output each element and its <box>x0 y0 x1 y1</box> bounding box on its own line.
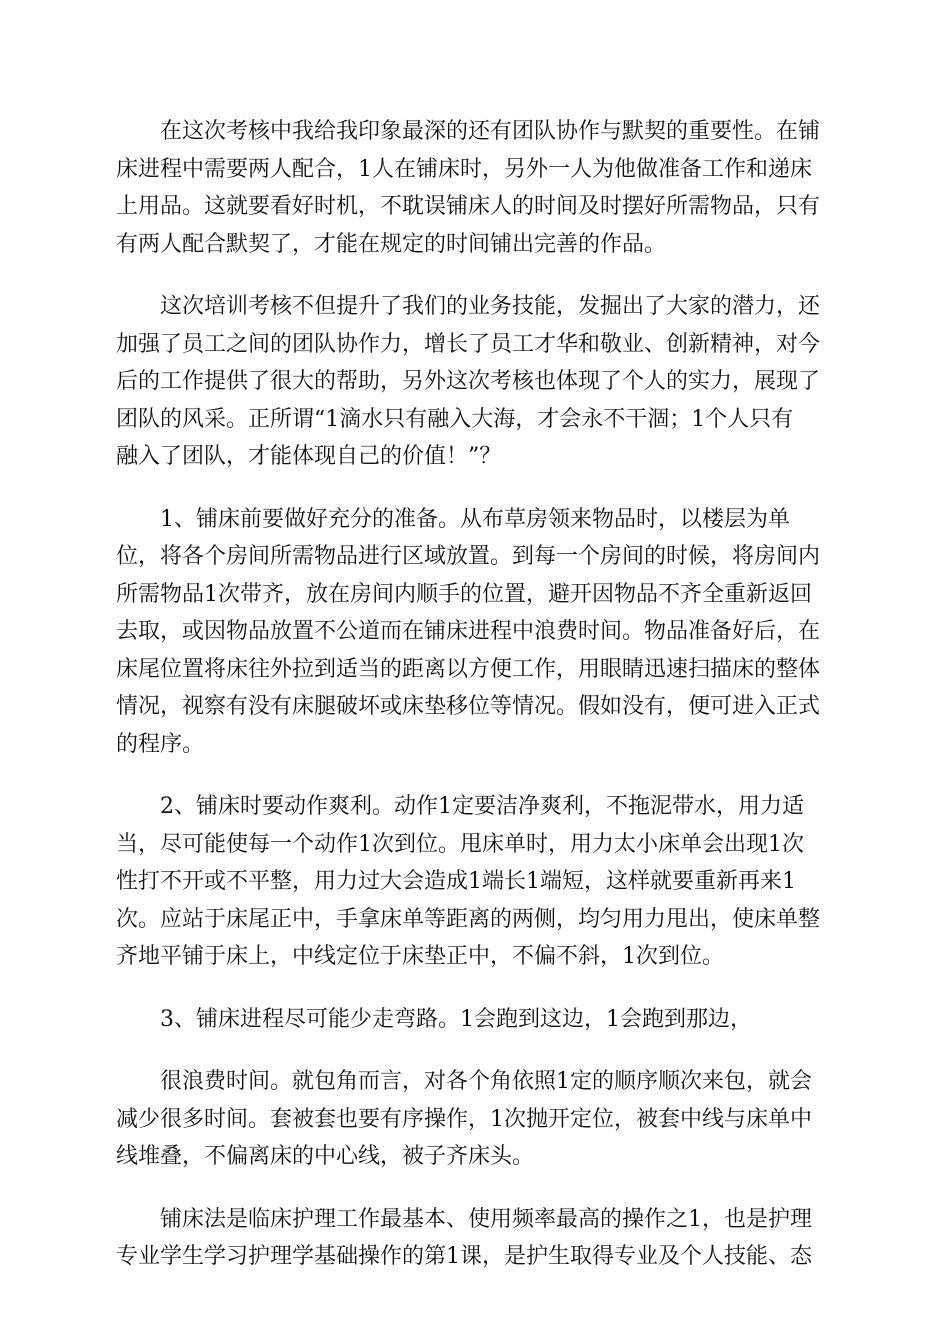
paragraph-point-3-continued: 很浪费时间。就包角而言，对各个角依照1定的顺序顺次来包，就会 减少很多时间。套被套也要有序操作，1次抛开定位，被套中线与床单中 线堆叠，不偏离床的中心线，被子齐床头。 <box>116 1069 812 1169</box>
paragraph-point-3-route: 3、铺床进程尽可能少走弯路。1会跑到这边，1会跑到那边， <box>160 1006 752 1032</box>
paragraph-point-1-preparation: 1、铺床前要做好充分的准备。从布草房领来物品时，以楼层为单 位，将各个房间所需物品进行区域放置。到每一个房间的时候，将房间内 所需物品1次带齐，放在房间内顺手的位置，避开因物品不齐全重新返回 去取，或因物品放置不公道而在铺床进程中浪费时间。物品准备好后，在 床尾位置将床往外拉到适当的距离以方便工作，用眼睛迅速扫描床的整体 情况，视察有没有床腿破坏或床垫移位等情况。假如没有，便可进入正式 的程序。 <box>116 506 821 757</box>
paragraph-bed-making-method: 铺床法是临床护理工作最基本、使用频率最高的操作之1，也是护理 专业学生学习护理学基础操作的第1课，是护生取得专业及个人技能、态 <box>116 1206 812 1269</box>
paragraph-point-2-efficiency: 2、铺床时要动作爽利。动作1定要洁净爽利，不拖泥带水，用力适 当，尽可能使每一个动作1次到位。甩床单时，用力太小床单会出现1次 性打不开或不平整，用力过大会造成1端长1端短，这样就要重新再来1 次。应站于床尾正中，手拿床单等距离的两侧，均匀用力甩出，使床单整 齐地平铺于床上，中线定位于床垫正中，不偏不斜，1次到位。 <box>116 794 821 969</box>
document-body <box>116 113 834 1301</box>
paragraph-training-benefits: 这次培训考核不但提升了我们的业务技能，发掘出了大家的潜力，还 加强了员工之间的团队协作力，增长了员工才华和敬业、创新精神，对今 后的工作提供了很大的帮助，另外这次考核也体现了个人的实力，展现了 团队的风采。正所谓“1滴水只有融入大海，才会永不干涸；1个人只有 融入了团队，才能体现自己的价值！”？ <box>116 294 821 469</box>
paragraph-teamwork: 在这次考核中我给我印象最深的还有团队协作与默契的重要性。在铺 床进程中需要两人配合，1人在铺床时，另外一人为他做准备工作和递床 上用品。这就要看好时机，不耽误铺床人的时间及时摆好所需物品，只有 有两人配合默契了，才能在规定的时间铺出完善的作品。 <box>116 119 821 257</box>
